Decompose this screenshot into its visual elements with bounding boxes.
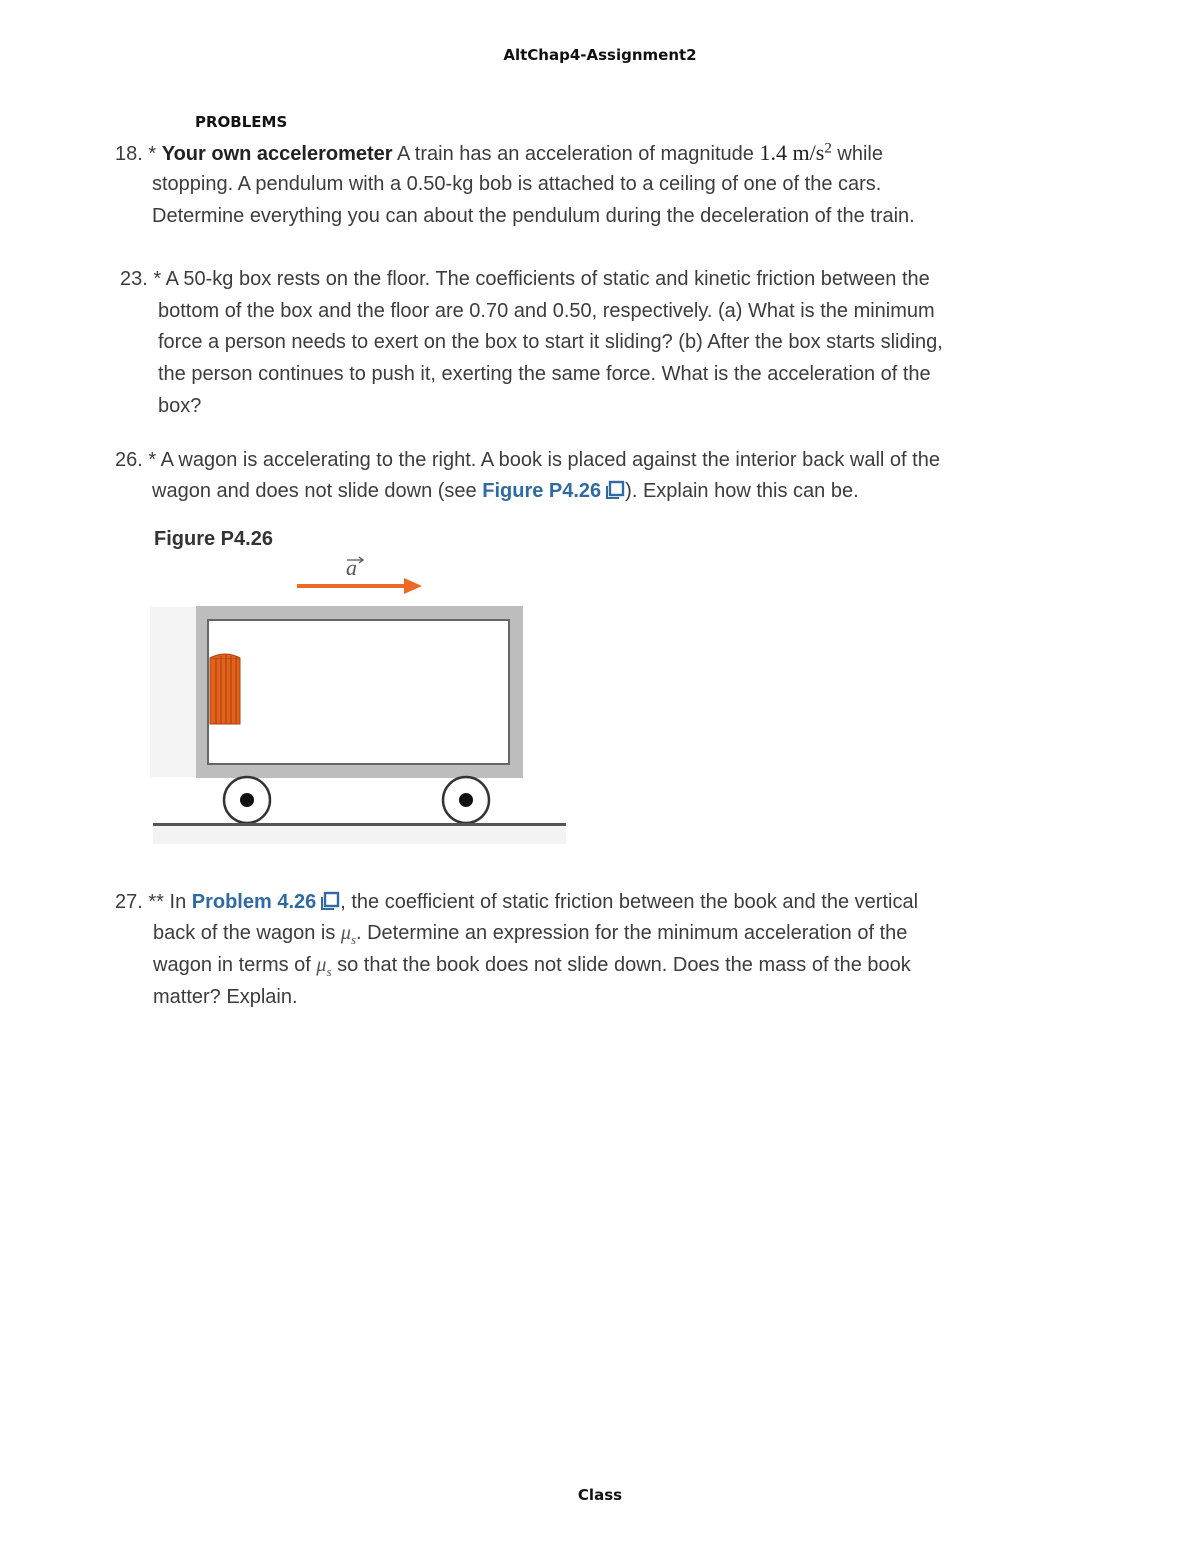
problem-18-text-a: A train has an acceleration of magnitude: [392, 143, 760, 165]
problem-18-text-b: while: [831, 143, 883, 165]
document-header-title: AltChap4-Assignment2: [503, 46, 697, 64]
problem-18-line-2: stopping. A pendulum with a 0.50-kg bob is attached to a ceiling of one of the cars.: [152, 173, 882, 195]
acceleration-symbol: a: [346, 555, 357, 580]
problem-18-line-3: Determine everything you can about the pendulum during the deceleration of the train.: [152, 205, 915, 227]
problem-27-number: 27.: [115, 891, 143, 913]
problem-23-line-4: the person continues to push it, exerting the same force. What is the acceleration of the: [158, 363, 931, 385]
document-footer-label: Class: [577, 1486, 623, 1504]
problem-27-line-4: matter? Explain.: [153, 986, 298, 1008]
figure-p4-26-link[interactable]: Figure P4.26: [482, 480, 602, 502]
problem-26-line-2: [152, 480, 859, 506]
problem-23-text-1: * A 50-kg box rests on the floor. The coefficients of static and kinetic friction between the: [153, 268, 930, 290]
book: [210, 654, 240, 724]
problem-26-text-1: * A wagon is accelerating to the right. A book is placed against the interior back wall of the: [148, 449, 940, 471]
problem-27-text-1b: , the coefficient of static friction between the book and the vertical: [340, 891, 919, 913]
figure-label: Figure P4.26: [154, 528, 273, 550]
background-wall: [150, 607, 196, 777]
problem-26-text-2a: wagon and does not slide down (see: [152, 480, 483, 502]
problem-23-number: 23.: [120, 268, 148, 290]
mu-subscript: s: [350, 932, 356, 947]
wheel-right: [443, 777, 489, 823]
mu-symbol: μ: [316, 954, 327, 976]
problem-26-number: 26.: [115, 449, 143, 471]
ground-shade: [153, 826, 566, 844]
problem-18-number: 18.: [115, 143, 143, 165]
problem-18-unit: m/s: [792, 140, 825, 165]
mu-symbol: μ: [340, 922, 351, 944]
problem-27-line-3: [153, 954, 911, 980]
problem-27-text-3b: so that the book does not slide down. Does the mass of the book: [331, 954, 911, 976]
problem-26-text-2b: ). Explain how this can be.: [625, 480, 859, 502]
problem-27-line-1: [115, 891, 918, 917]
external-link-icon[interactable]: [320, 891, 340, 917]
wheel-left: [224, 777, 270, 823]
ground-line: [153, 823, 566, 826]
problem-27-stars: **: [148, 891, 164, 913]
wagon-interior: [208, 620, 509, 764]
problem-18-stars: *: [148, 143, 157, 165]
problem-23-line-1: [120, 268, 930, 291]
problem-27-text-2a: back of the wagon is: [153, 922, 341, 944]
problem-23-line-2: bottom of the box and the floor are 0.70 and 0.50, respectively. (a) What is the minimum: [158, 300, 935, 322]
problem-26-line-1: [115, 449, 940, 472]
problem-27-line-2: [153, 922, 907, 948]
section-title: PROBLEMS: [195, 113, 288, 131]
problem-27-text-3a: wagon in terms of: [153, 954, 317, 976]
problem-18-title: Your own accelerometer: [161, 143, 393, 165]
mu-subscript: s: [326, 964, 332, 979]
acceleration-arrowhead: [404, 578, 422, 594]
problem-27-text-1a: In: [163, 891, 192, 913]
problem-18-exponent: 2: [824, 140, 832, 157]
problem-27-text-2b: . Determine an expression for the minimum acceleration of the: [356, 922, 908, 944]
problem-4-26-link[interactable]: Problem 4.26: [191, 891, 317, 913]
external-link-icon[interactable]: [605, 480, 625, 506]
problem-23-line-3: force a person needs to exert on the box to start it sliding? (b) After the box starts sliding,: [158, 331, 943, 353]
problem-18-value: 1.4: [759, 140, 787, 165]
wagon-figure: [150, 550, 570, 850]
problem-18-line-1: [115, 140, 883, 166]
problem-23-line-5: box?: [158, 395, 202, 417]
